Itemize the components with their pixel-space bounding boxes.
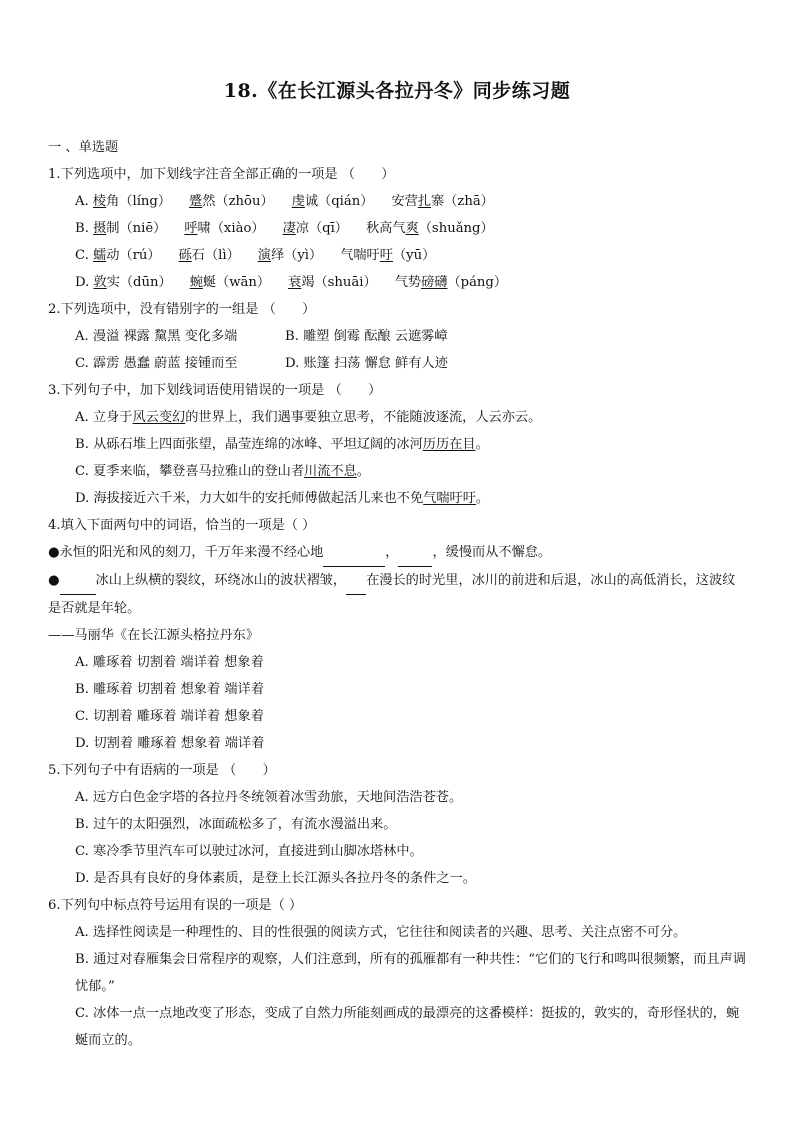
q2-stem: 2.下列选项中，没有错别字的一组是 （ ） <box>48 302 316 317</box>
answer-blank <box>398 539 432 567</box>
q6-option-b: B. 通过对春雁集会日常程序的观察，人们注意到，所有的孤雁都有一种共性：“它们的飞行和鸣叫很频繁，而且声调忧郁。” <box>75 952 746 994</box>
q2-options-row-1 <box>48 323 748 350</box>
q4-sentence-2: ● 冰山上纵横的裂纹，环绕冰山的波状褶皱， 在漫长的时光里，冰川的前进和后退，冰山的高低消长，这波纹是否就是年轮。 <box>48 567 748 622</box>
q1-option-c: C. 蠕动（rú） 砾石（lì） 演绎（yì） 气喘吁吁（yū） <box>75 248 436 263</box>
section-heading: 一 、单选题 <box>48 140 119 155</box>
q3-option-c: C. 夏季来临，攀登喜马拉雅山的登山者川流不息。 <box>75 464 370 479</box>
answer-blank <box>346 567 366 595</box>
q5-option-b: B. 过午的太阳强烈，冰面疏松多了，有流水漫溢出来。 <box>75 817 397 832</box>
q4-option-c: C. 切割着 雕琢着 端详着 想象着 <box>75 709 264 724</box>
q4-option-d: D. 切割着 雕琢着 想象着 端详着 <box>75 736 265 751</box>
q3-stem: 3.下列句子中，加下划线词语使用错误的一项是 （ ） <box>48 383 382 398</box>
q6-option-c: C. 冰体一点一点地改变了形态，变成了自然力所能刻画成的最漂亮的这番模样：挺拔的，敦实的，奇形怪状的，蜿蜒而立的。 <box>75 1006 740 1048</box>
q4-option-b: B. 雕琢着 切割着 想象着 端详着 <box>75 682 264 697</box>
q5-option-d: D. 是否具有良好的身体素质，是登上长江源头各拉丹冬的条件之一。 <box>75 871 476 886</box>
q2-option-d: D. 账篷 扫荡 懈怠 鲜有人迹 <box>285 356 448 371</box>
q1-stem: 1.下列选项中，加下划线字注音全部正确的一项是 （ ） <box>48 167 395 182</box>
q4-stem: 4.填入下面两句中的词语，恰当的一项是（ ） <box>48 518 316 533</box>
q5-option-c: C. 寒冷季节里汽车可以驶过冰河，直接进到山脚冰塔林中。 <box>75 844 423 859</box>
q3-option-d: D. 海拔接近六千米，力大如牛的安托师傅做起活儿来也不免气喘吁吁。 <box>75 491 490 506</box>
q4-source: ——马丽华《在长江源头格拉丹东》 <box>48 628 259 643</box>
q4-sentence-1: ●永恒的阳光和风的刻刀，千万年来漫不经心地 ， ，缓慢而从不懈怠。 <box>48 539 748 567</box>
q2-option-c: C. 霹雳 愚蠢 蔚蓝 接锺而至 <box>75 356 238 371</box>
q6-stem: 6.下列句中标点符号运用有误的一项是（ ） <box>48 898 303 913</box>
answer-blank <box>323 539 385 567</box>
q2-option-b: B. 雕塑 倒霉 酝酿 云遮雾嶂 <box>285 329 448 344</box>
q5-stem: 5.下列句子中有语病的一项是 （ ） <box>48 763 276 778</box>
q4-option-a: A. 雕琢着 切割着 端详着 想象着 <box>75 655 264 670</box>
question-list <box>48 134 748 1054</box>
q1-option-b: B. 摄制（niē） 呼啸（xiào） 凄凉（qī） 秋高气爽（shuǎng） <box>75 221 494 236</box>
answer-blank <box>60 567 96 595</box>
q6-option-a: A. 选择性阅读是一种理性的、目的性很强的阅读方式，它往往和阅读者的兴趣、思考、关注点密不可分。 <box>75 925 687 940</box>
q2-options-row-2 <box>48 350 748 377</box>
q2-option-a: A. 漫溢 裸露 黧黑 变化多端 <box>75 329 238 344</box>
q5-option-a: A. 远方白色金字塔的各拉丹冬统领着冰雪劲旅，天地间浩浩苍苍。 <box>75 790 463 805</box>
q3-option-b: B. 从砾石堆上四面张望，晶莹连绵的冰峰、平坦辽阔的冰河历历在目。 <box>75 437 489 452</box>
q3-option-a: A. 立身于风云变幻的世界上，我们遇事要独立思考，不能随波逐流，人云亦云。 <box>75 410 542 425</box>
q1-option-a: A. 棱角（líng） 蹙然（zhōu） 虔诚（qián） 安营扎寨（zhā） <box>75 194 494 209</box>
page-title: 18.《在长江源头各拉丹冬》同步练习题 <box>223 80 571 102</box>
q1-option-d: D. 敦实（dūn） 蜿蜒（wān） 衰竭（shuāi） 气势磅礴（páng） <box>75 275 508 290</box>
